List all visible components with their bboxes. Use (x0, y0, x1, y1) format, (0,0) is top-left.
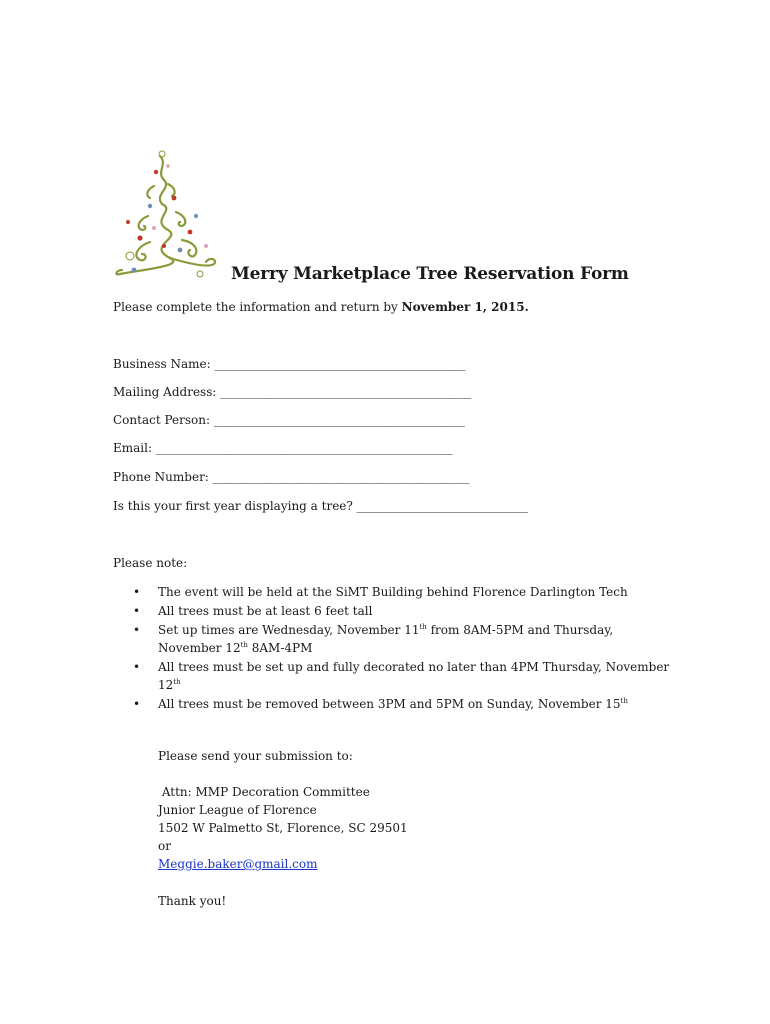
notes-list (113, 583, 673, 714)
thank-you-text: Thank you! (158, 894, 227, 908)
ordinal-suffix: th (173, 678, 181, 686)
or-text: or (158, 839, 171, 853)
field-blank[interactable]: ____________________________________________________ (155, 441, 453, 455)
form-title: Merry Marketplace Tree Reservation Form (231, 264, 629, 284)
intro-sentence: Please complete the information and return by (113, 300, 402, 314)
email-field[interactable] (113, 441, 452, 455)
field-label: Business Name: (113, 357, 215, 371)
submission-heading: Please send your submission to: (158, 749, 353, 763)
field-blank[interactable]: ____________________________________________ (214, 357, 466, 371)
email-link[interactable]: Meggie.baker@gmail.com (158, 857, 318, 871)
field-label: Mailing Address: (113, 385, 221, 399)
deadline-date: November 1, 2015. (401, 300, 529, 314)
list-item (113, 602, 673, 620)
note-heading: Please note: (113, 556, 188, 570)
first-year-field[interactable] (113, 499, 528, 513)
business-name-field[interactable] (113, 357, 465, 371)
note-text: All trees must be at least 6 feet tall (158, 604, 373, 618)
note-text: All trees must be removed between 3PM and 5PM on Sunday, November 15 (158, 697, 621, 711)
note-text: from 8AM-5PM and Thursday, November 12 (158, 623, 614, 655)
field-label: Contact Person: (113, 413, 214, 427)
ordinal-suffix: th (620, 697, 628, 705)
note-text: 8AM-4PM (247, 641, 313, 655)
organization-name: Junior League of Florence (158, 803, 317, 817)
note-text: The event will be held at the SiMT Building behind Florence Darlington Tech (158, 585, 628, 599)
ordinal-suffix: th (419, 623, 427, 631)
ordinal-suffix: th (240, 641, 248, 649)
field-label: Email: (113, 441, 156, 455)
mailing-address-field[interactable] (113, 385, 471, 399)
note-text: Set up times are Wednesday, November 11 (158, 623, 420, 637)
field-label: Is this your first year displaying a tree? (113, 499, 357, 513)
list-item (113, 583, 673, 601)
intro-text (113, 300, 529, 314)
mailing-address: 1502 W Palmetto St, Florence, SC 29501 (158, 821, 408, 835)
list-item (113, 695, 673, 713)
field-blank[interactable]: ______________________________ (356, 499, 528, 513)
list-item (113, 621, 673, 657)
contact-person-field[interactable] (113, 413, 465, 427)
field-blank[interactable]: ____________________________________________ (220, 385, 472, 399)
field-blank[interactable]: _____________________________________________ (212, 470, 470, 484)
note-text: All trees must be set up and fully decorated no later than 4PM Thursday, November 12 (158, 660, 670, 692)
list-item (113, 658, 673, 694)
christmas-tree-icon (110, 146, 220, 286)
attn-line: Attn: MMP Decoration Committee (158, 785, 370, 799)
field-label: Phone Number: (113, 470, 213, 484)
field-blank[interactable]: ____________________________________________ (213, 413, 465, 427)
phone-number-field[interactable] (113, 470, 469, 484)
